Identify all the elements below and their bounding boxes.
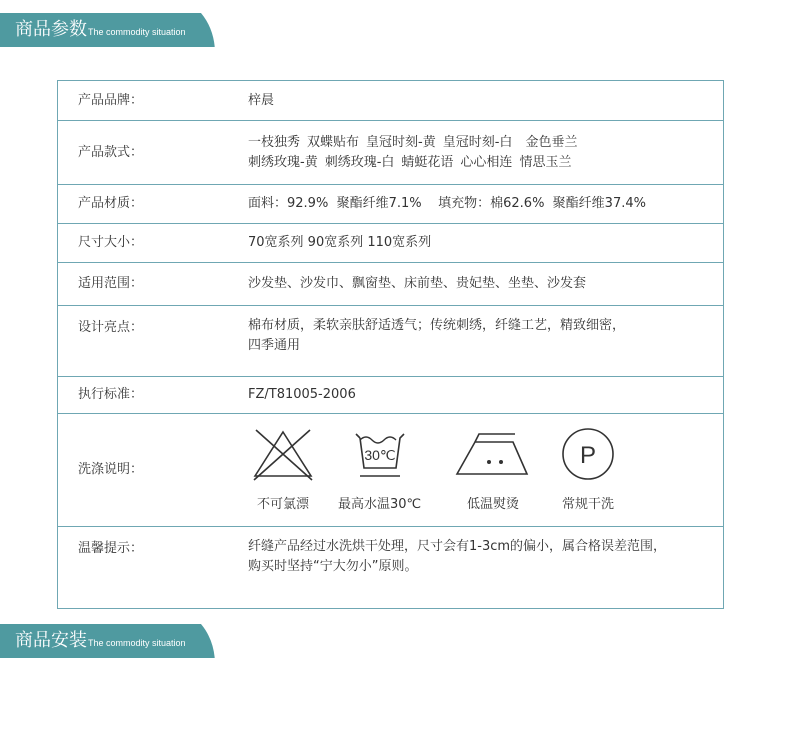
style-item: 皇冠时刻-黄 <box>366 134 436 150</box>
spec-label: 执行标准： <box>58 377 249 414</box>
spec-label: 产品品牌： <box>58 81 249 121</box>
spec-row-design <box>58 306 724 377</box>
spec-row-material <box>58 185 724 224</box>
banner-subtitle: The commodity situation <box>88 638 186 648</box>
dry-clean-p-icon <box>553 424 623 482</box>
spec-label: 洗涤说明： <box>58 414 249 527</box>
style-item: 皇冠时刻-白 <box>442 134 513 150</box>
style-item: 蜻蜓花语 <box>401 154 454 170</box>
wash-label: 不可氯漂 <box>256 496 309 512</box>
banner-title: 商品安装The commodity situation <box>15 630 186 651</box>
spec-value: 面料：92.9% 聚酯纤维7.1% 填充物：棉62.6% 聚酯纤维37.4% <box>248 185 724 224</box>
style-item: 金色垂兰 <box>525 134 578 150</box>
no-bleach-icon <box>248 424 318 482</box>
wash-label: 最高水温30℃ <box>338 496 422 512</box>
banner-title: 商品参数The commodity situation <box>15 19 186 40</box>
style-item: 情思玉兰 <box>519 154 572 170</box>
spec-label: 尺寸大小： <box>58 224 249 263</box>
spec-row-style <box>58 121 724 185</box>
wash-icons <box>248 418 723 523</box>
style-item: 心心相连 <box>460 154 513 170</box>
style-item: 刺绣玫瑰-黄 <box>248 154 318 170</box>
wash-item <box>338 424 422 515</box>
spec-label: 设计亮点： <box>58 306 249 377</box>
tip-line-1: 纤缝产品经过水洗烘干处理，尺寸会有1-3cm的偏小，属合格误差范围， <box>248 539 667 554</box>
tip-line-2: 购买时坚持“宁大勿小”原则。 <box>248 559 418 574</box>
style-item: 刺绣玫瑰-白 <box>324 154 395 170</box>
wash-label: 常规干洗 <box>561 496 614 512</box>
low-iron-icon <box>453 424 533 482</box>
spec-row-standard <box>58 377 724 414</box>
style-line-2 <box>248 153 723 173</box>
banner-notch <box>190 13 220 47</box>
spec-label: 温馨提示： <box>58 527 249 609</box>
style-line-1 <box>248 133 723 153</box>
spec-label: 产品材质： <box>58 185 249 224</box>
style-item: 双蝶贴布 <box>307 134 360 150</box>
banner-subtitle: The commodity situation <box>88 27 186 37</box>
spec-value: 70宽系列 90宽系列 110宽系列 <box>248 224 724 263</box>
banner-notch <box>190 624 220 658</box>
spec-label: 产品款式： <box>58 121 249 185</box>
style-item: 一枝独秀 <box>248 134 301 150</box>
wash-label: 低温熨烫 <box>466 496 519 512</box>
spec-row-brand <box>58 81 724 121</box>
dry-clean-letter: P <box>579 441 597 469</box>
section-banner-install <box>0 624 790 658</box>
wash-30-icon <box>338 424 418 482</box>
spec-row-size <box>58 224 724 263</box>
spec-value: FZ/T81005-2006 <box>248 377 724 414</box>
wash-temp-text: 30℃ <box>364 446 396 463</box>
spec-value: 沙发垫、沙发巾、飘窗垫、床前垫、贵妃垫、坐垫、沙发套 <box>248 263 724 306</box>
design-line-1: 棉布材质，柔软亲肤舒适透气；传统刺绣，纤缝工艺，精致细密， <box>248 318 626 333</box>
design-line-2: 四季通用 <box>248 338 301 353</box>
spec-table <box>57 80 724 609</box>
spec-row-tip <box>58 527 724 609</box>
wash-item <box>553 424 623 515</box>
spec-row-usage <box>58 263 724 306</box>
spec-label: 适用范围： <box>58 263 249 306</box>
wash-item <box>248 424 318 515</box>
wash-item <box>453 424 533 515</box>
section-banner-params <box>0 13 790 47</box>
spec-row-wash <box>58 414 724 527</box>
spec-value: 梓晨 <box>248 81 724 121</box>
